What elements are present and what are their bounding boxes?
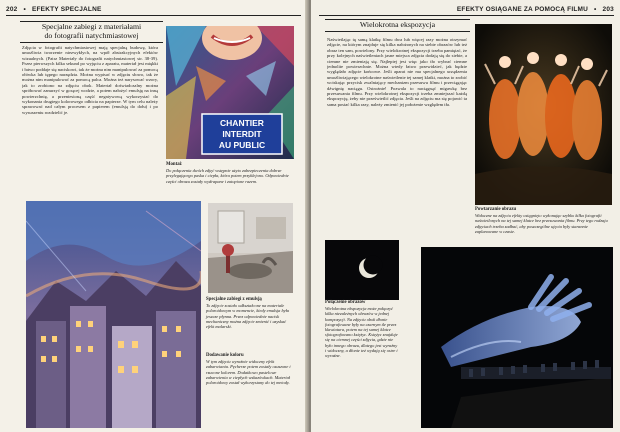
right-page	[311, 0, 620, 432]
header-separator: •	[594, 6, 597, 13]
combine-caption	[325, 300, 399, 358]
emulsion-caption	[206, 297, 294, 329]
article-title	[20, 22, 163, 40]
left-page	[0, 0, 309, 432]
article-body: Zdjęcia w fotografii natychmiastowej mają specjalną budowę, która umożliwia tworzenie niezwykłych, na wpół abstrakcyjnych efektów wizualnych. (Patrz Materiały do fotografii natychmiastowej str. 38-39). Przez pierwszych kilka sekund po wyjęciu z aparatu, materiał jest miękki i łatwo poddaje się naciskowi, tak że można nim manipulować za pomocą ołówka lub tępego narzędzia. Można wypisać w zdjęciu słowo, tak że można nim manipulować za pomocą palca. Można też narysować wzory, jak to zrobiono na zdjęciu obok. Materiał doświadczalny można spróbować zanurzyć w gorącej wodzie, a potem nałożyć emulsję na inną powierzchnię, a przeniesioną część negatywową wykorzystać do wykonania drugiego kolorowego odbicia na papierze. W tym celu należy sprawować nad całym procesem z papierem (emulsją do dołu) i po wysuszeniu rozdzielić je.	[22, 45, 158, 115]
color-caption-text: W tym zdjęciu wyraźnie widoczny efekt zabarwiania. Pęcherze potem zostały osuszone i rzucone kolorem. Dodatkowo pastelowe zabarwienia w ciepłych wskazówkach. Materiał polaroidowy został wykorzystany do tej metody.	[206, 359, 291, 386]
article-title-line2: do fotografii natychmiastowej	[44, 31, 139, 40]
right-section-title: EFEKTY OSIĄGANE ZA POMOCĄ FILMU	[456, 6, 589, 13]
left-header-rule	[6, 15, 301, 16]
city-photo	[26, 201, 201, 428]
sign-line1: CHANTIER	[220, 118, 264, 128]
header-separator: •	[23, 6, 26, 13]
sign-line2: INTERDIT	[222, 129, 262, 139]
left-section-title: EFEKTY SPECJALNE	[31, 6, 102, 13]
montage-photo	[166, 26, 294, 159]
emulsion-caption-text: To zdjęcie zostało odkształcone na materiale polaroidowym w momencie, kiedy emulsja była jeszcze płynna. Przez odpowiednie nacisk mechaniczny można zdjęcie zmienić i uzyskać efekt malarski.	[206, 303, 289, 330]
article-title-line1: Specjalne zabiegi z materiałami	[41, 22, 142, 31]
color-caption	[206, 353, 294, 385]
dancers-image	[475, 24, 612, 205]
combine-caption-title: Połączenie obrazów	[325, 300, 366, 305]
hands-photo	[421, 247, 613, 428]
room-image	[208, 203, 293, 293]
right-page-number: 203	[602, 6, 614, 13]
combine-caption-text: Wielokrotna ekspozycja może połączyć kilka niezależnych obrazów w jednej kompozycji. Na zdjęciu obok dłonie fotografowane były na czarnym tle przez klawiatura, potem na tej samej klatce sfotografowano księżyc. Księżyc znajduje się na ciemnej części zdjęcia, gdzie nie było innego obrazu, dlatego jest wyraźny i widoczny, a dłonie też wydają się ostre i wyraźne.	[325, 306, 398, 359]
sign-line3: AU PUBLIC	[218, 140, 266, 150]
repeat-caption-title: Powtarzanie obrazu	[475, 207, 517, 212]
moon-photo	[325, 240, 399, 300]
montage-image	[166, 26, 294, 159]
repeat-caption	[475, 207, 612, 234]
right-page-header	[457, 6, 614, 13]
right-article-body: Naświetlając tę samą klatkę filmu dwa lub więcej razy można otrzymać zdjęcie, na którym znajduje się kilka nałożonych na siebie obrazów lub też obraz ten sam, powielony. Przy wielokrotnej ekspozycji trzeba pamiętać, że przy kolejnych naświetleniach jasne miejsca zdjęcia dodają się do siebie, a ciemne nie zmieniają się. Najlepiej jest więc jako tło wybrać ciemne jednolite powierzchnie. Można wtedy łatwo przewidzieć, jak będzie wyglądało zdjęcie końcowe. Jeśli aparat nie ma specjalnego urządzenia umożliwiającego wielokrotne naświetlenie tej samej klatki, można to zrobić wciskając przycisk zwalniający mechanizm przesuwu filmu i przeciągając dźwignię naciągu. Ostrożnie! Pozwala to naciągnąć migawkę bez przesuwania filmu. Przy wielokrotnej ekspozycji trzeba zmniejszać każdą ekspozycję, żeby nie prześwietlić zdjęcia. Jeśli na zdjęciu ma się pojawić ta sama postać kilka razy, należy zmienić jej położenie względem tła.	[327, 37, 467, 107]
repeat-caption-text: Widoczne na zdjęciu efekty osiągnięto wykonując szybko kilka fotografii naświetlonych na tej samej klatce bez przesuwania filmu. Przy tego rodzaju zdjęciach trzeba zadbać, aby poszczególne ujęcia były starannie zaplanowane w czasie.	[475, 213, 608, 234]
hands-image	[421, 247, 613, 428]
moon-image	[325, 240, 399, 300]
left-page-number: 202	[6, 6, 18, 13]
montage-caption-text: Do połączenia dwóch zdjęć wstępnie użyto zabezpieczenia dobrze przylegającego paska i ciepła, która potem przyklejono. Odpowiednie części obrazu zostały wydrapane i zatopione razem.	[166, 168, 289, 184]
right-header-rule	[319, 15, 614, 16]
emulsion-caption-title: Specjalne zabiegi z emulsją	[206, 297, 262, 302]
color-caption-title: Dodawanie koloru	[206, 353, 244, 358]
right-article-title: Wielokrotna ekspozycja	[359, 20, 436, 29]
room-photo	[208, 203, 293, 293]
montage-caption-title: Montaż	[166, 162, 182, 167]
dancers-photo	[475, 24, 612, 205]
montage-caption	[166, 162, 294, 184]
left-page-header	[6, 6, 102, 13]
city-image	[26, 201, 201, 428]
